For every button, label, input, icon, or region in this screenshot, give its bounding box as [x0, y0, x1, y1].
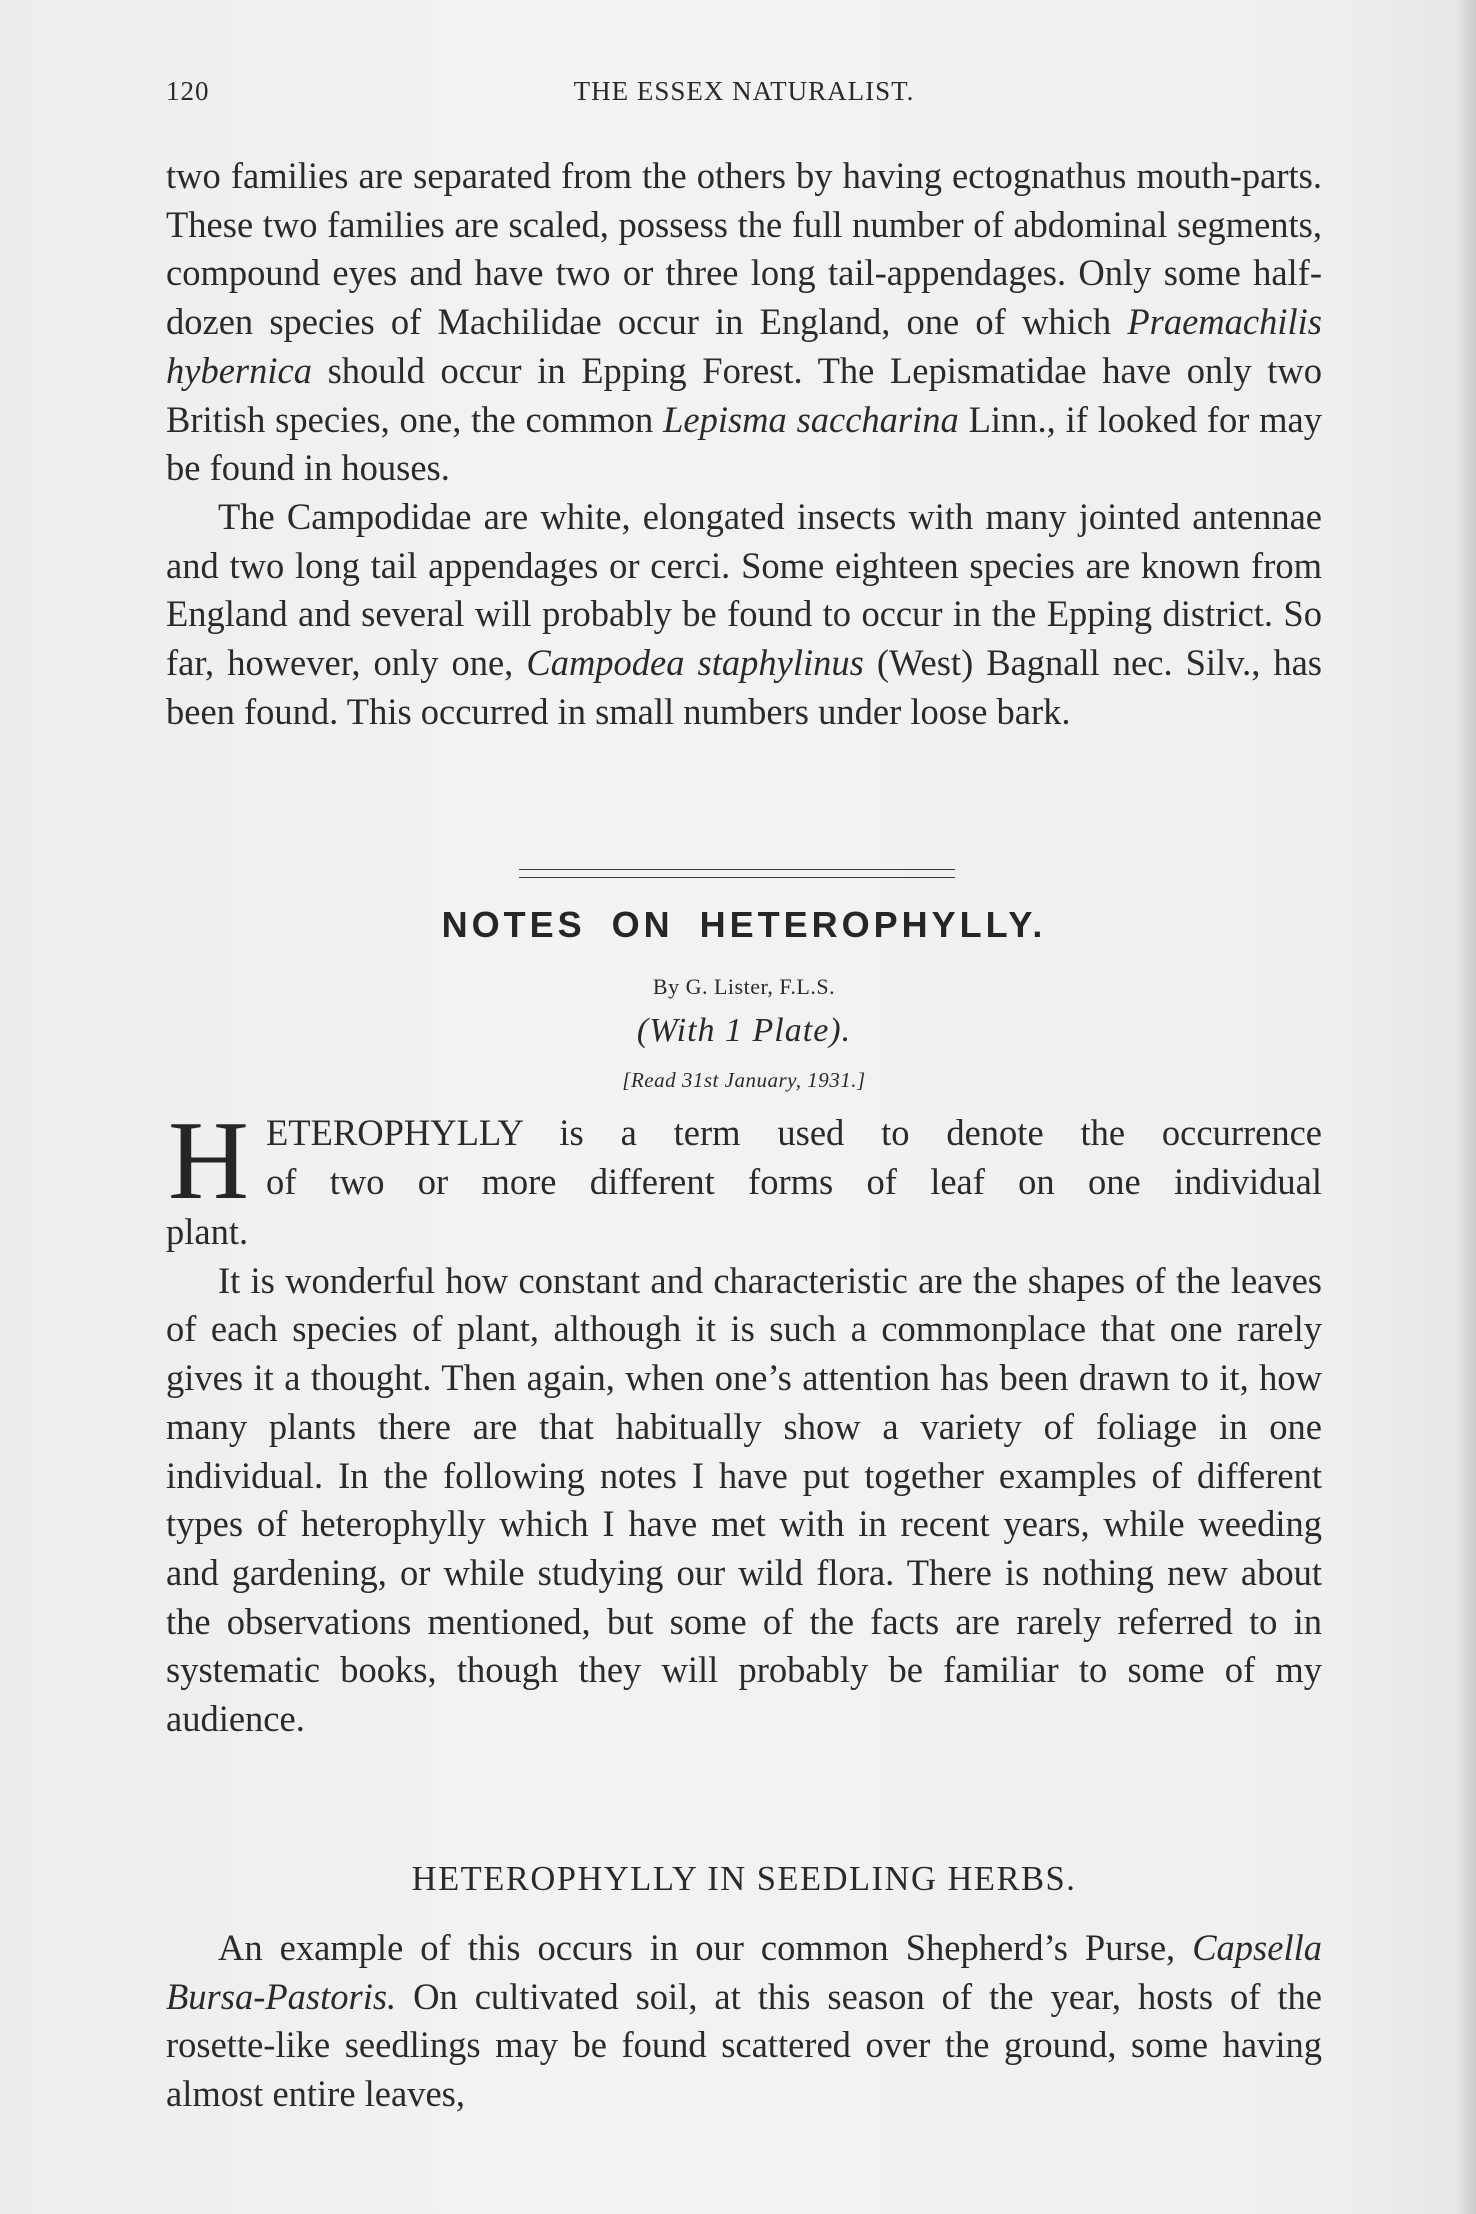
intro-line: plant. — [166, 1211, 249, 1252]
taxon-name: Capsella Bursa-Pastoris. — [166, 1927, 1322, 2017]
page-number: 120 — [166, 76, 210, 106]
paragraph: An example of this occurs in our common Shepherd’s Purse, Capsella Bursa-Pastoris. On cultivated soil, at this season of the year, hosts of the rosette-like seedlings may be found scattered over the ground, some having almost entire leaves, — [166, 1927, 1322, 2115]
plate-note: (With 1 Plate). — [636, 1012, 852, 1049]
section-rule — [519, 869, 955, 870]
taxon-name: Praemachilis hybernica — [166, 301, 1322, 391]
continued-text — [166, 152, 1322, 736]
taxon-name: Lepisma saccharina — [663, 398, 959, 440]
intro-line: ETEROPHYLLY is a term used to denote the occurrence — [266, 1112, 1322, 1153]
paragraph: The Campodidae are white, elongated insects with many jointed antennae and two long tail appendages or cerci. Some eighteen species are known from England and several will probably be found to occur in the Epping district. So far, however, only one, Campodea staphylinus (West) Bagnall nec. Silv., has been found. This occurred in small numbers under loose bark. — [166, 495, 1323, 732]
drop-cap: H — [168, 1099, 249, 1223]
article-body-continued — [166, 1924, 1322, 2119]
article-body — [166, 1208, 1322, 1744]
taxon-name: Campodea staphylinus — [526, 642, 864, 684]
article-intro — [166, 1099, 1322, 1223]
section-heading: HETEROPHYLLY IN SEEDLING HERBS. — [411, 1860, 1077, 1898]
read-date: [Read 31st January, 1931.] — [622, 1068, 866, 1092]
paragraph: It is wonderful how constant and characteristic are the shapes of the leaves of each species of plant, although it is such a commonplace that one rarely gives it a thought. Then again, when one’s attention has been drawn to it, how many plants there are that habitually show a variety of foliage in one individual. In the following notes I have put together examples of different types of heterophylly which I have met with in recent years, while weeding and gardening, or while studying our wild flora. There is nothing new about the observations mentioned, but some of the facts are rarely referred to in systematic books, though they will probably be familiar to some of my audience. — [166, 1259, 1322, 1740]
page-edge-shadow — [1456, 0, 1476, 2214]
article-title: NOTES ON HETEROPHYLLY. — [441, 904, 1047, 945]
section-rule — [519, 877, 955, 878]
intro-line: of two or more different forms of leaf on one individual — [266, 1161, 1322, 1202]
paragraph: two families are separated from the others by having ectognathus mouth-parts. These two families are scaled, possess the full number of abdominal segments, compound eyes and have two or three long tail-appendages. Only some half-dozen species of Machilidae occur in England, one of which Praemachilis hybernica should occur in Epping Forest. The Lepismatidae have only two British species, one, the common Lepisma saccharina Linn., if looked for may be found in houses. — [166, 155, 1323, 489]
running-title: THE ESSEX NATURALIST. — [573, 76, 915, 106]
running-header — [166, 76, 1322, 116]
article-byline: By G. Lister, F.L.S. — [652, 974, 836, 999]
